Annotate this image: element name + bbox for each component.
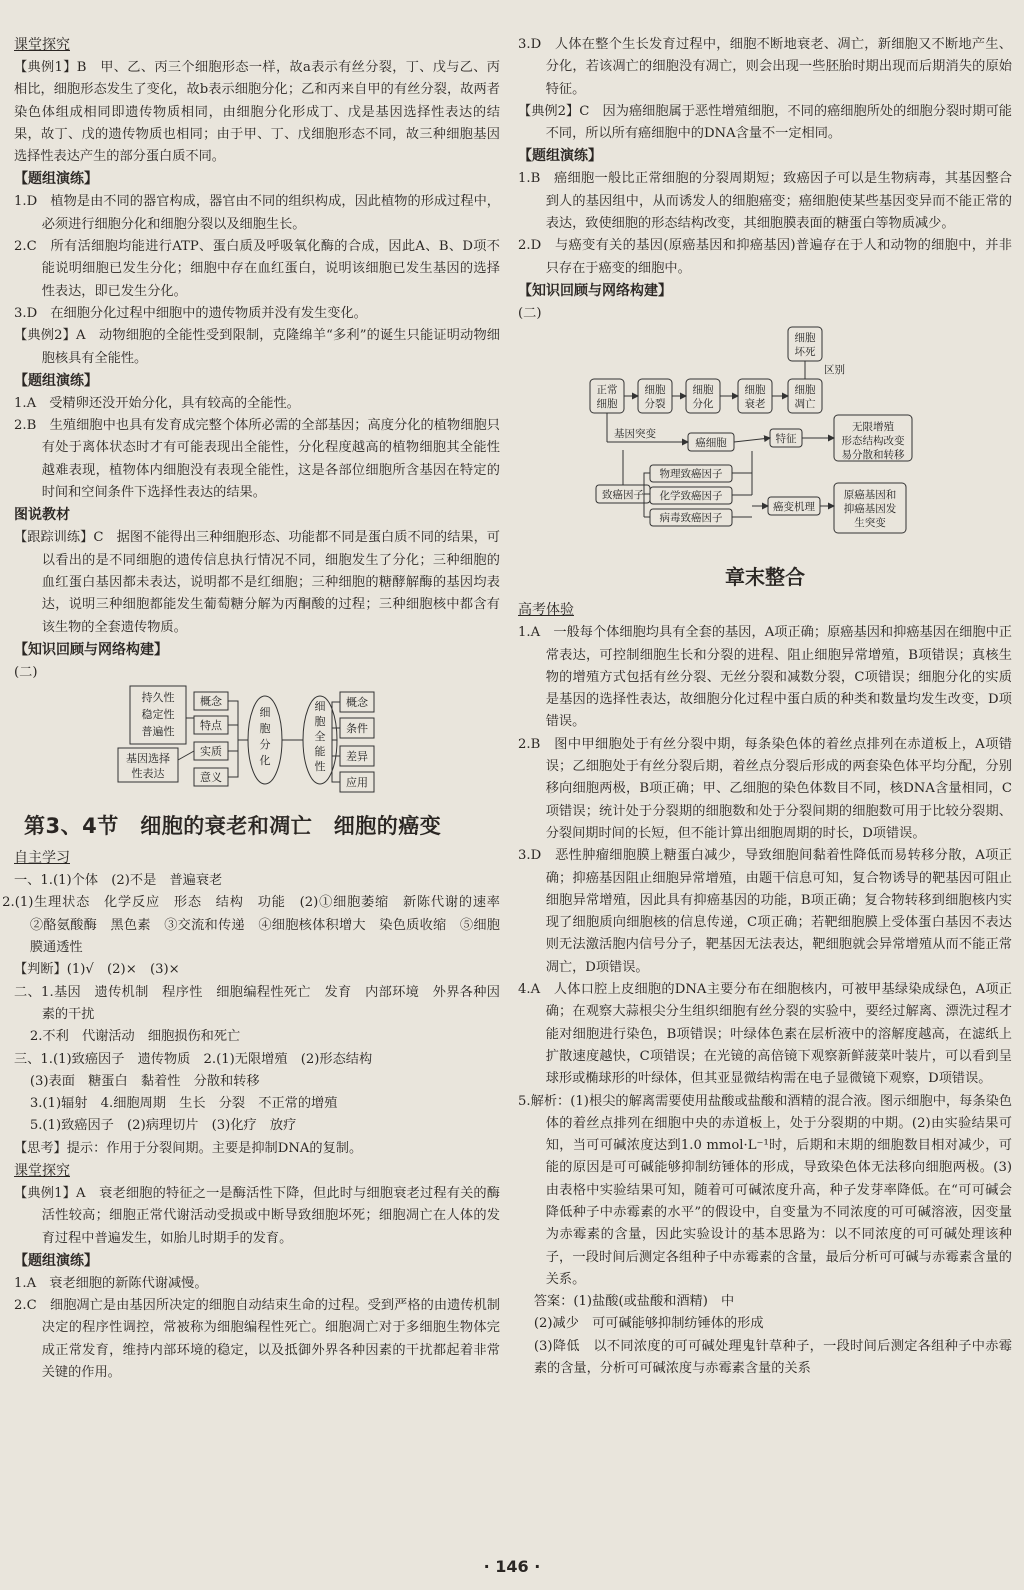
exam-item: 3.D 恶性肿瘤细胞膜上糖蛋白减少，导致细胞间黏着性降低而易转移分散，A项正确；抑癌基因阻止细胞异常增殖，由题干信息可知，复合物诱导的靶基因可阻止细胞异常增殖，因此具有抑癌基因的功能，B项正确；复合物转移到细胞核内实现了细胞质向细胞核的信息传递，C项正确；若靶细胞膜上受体蛋白基因不表达则无法激活胞内信号分子，靶基因无法表达，靶细胞就会异常增殖从而不能正常凋亡，D项错误。 — [518, 848, 1012, 975]
tracking-exercise: 【跟踪训练】C 据图不能得出三种细胞形态、功能都不同是蛋白质不同的结果，可以看出的是不同细胞的遗传信息执行情况不同，细胞发生了分化；三种细胞的血红蛋白基因都未表达，说明都不是红细胞；三种细胞的糖酵解酶的基因均表达，说明三种细胞都能发生葡萄糖分解为丙酮酸的过程；三种细胞核中都含有该生物的全套遗传物质。 — [14, 530, 500, 635]
page-number: · 146 · — [483, 1557, 541, 1576]
diagram-label: 性表达 — [131, 767, 165, 781]
left-column — [2, 34, 514, 1384]
diagram-label: 应用 — [346, 776, 368, 790]
exam-item: 5.解析：(1)根尖的解离需要使用盐酸或盐酸和酒精的混合液。图示细胞中，每条染色体的着丝点排列在细胞中央的赤道板上，处于分裂期的中期。(2)由实验结果可知，当可可碱浓度达到1.0 mmol·L⁻¹时，后期和末期的细胞数目相对减少，可能的原因是可可碱能够抑制纺锤体的形成，导致染色体无法移向细胞两极。(3)由表格中实验结果可知，随着可可碱浓度升高，种子发芽率降低。在“可可碱会降低种子中赤霉素的水平”的假设中，自变量为不同浓度的可可碱溶液，因变量为赤霉素的含量，因此实验设计的基本思路为：以不同浓度的可可碱处理该种子，一段时间后测定各组种子中赤霉素的含量，最后分析可可碱与赤霉素含量的关系。 — [518, 1093, 1012, 1287]
sub-label: (二) — [14, 664, 38, 680]
right-column — [518, 34, 1012, 1380]
diagram-label: 分裂 — [644, 398, 666, 411]
exam-item: 1.A 一般每个体细胞均具有全套的基因，A项正确；原癌基因和抑癌基因在细胞中正常表达，可控制细胞生长和分裂的进程、阻止细胞异常增殖，B项错误；真核生物的增殖方式包括有丝分裂、无丝分裂和减数分裂，C项错误；细胞分化的实质是基因的选择性表达，故细胞分化过程中蛋白质的种类和数量均发生改变，D项错误。 — [518, 625, 1012, 730]
diagram-label: 坏死 — [794, 346, 816, 359]
diagram-label: 易分散和转移 — [841, 449, 905, 462]
diagram-label: 实质 — [200, 745, 222, 759]
heading-exam-experience: 高考体验 — [518, 602, 574, 619]
answer-line: 答案：(1)盐酸(或盐酸和酒精) 中 — [533, 1294, 735, 1310]
diagram-label: 性 — [314, 760, 326, 774]
heading-exercise-group: 【题组演练】 — [518, 148, 602, 165]
diagram-label: 抑癌基因发 — [843, 503, 897, 516]
answer-item: 1.D 植物是由不同的器官构成，器官由不同的组织构成，因此植物的形成过程中，必须进行细胞分化和细胞分裂以及细胞生长。 — [14, 194, 500, 232]
diagram-label: 生突变 — [854, 517, 886, 530]
example-2: 【典例2】A 动物细胞的全能性受到限制，克隆绵羊“多利”的诞生只能证明动物细胞核具有全能性。 — [14, 328, 500, 366]
diagram-label: 化 — [259, 754, 271, 768]
heading-knowledge-review: 【知识回顾与网络构建】 — [518, 282, 672, 299]
heading-knowledge-review: 【知识回顾与网络构建】 — [14, 641, 168, 658]
diagram-label: 区别 — [824, 364, 845, 377]
exam-item: 4.A 人体口腔上皮细胞的DNA主要分布在细胞核内，可被甲基绿染成绿色，A项正确；在观察大蒜根尖分生组织细胞有丝分裂的实验中，要经过解离、漂洗过程才能对细胞进行染色，B项错误；叶绿体色素在层析液中的溶解度越高，在滤纸上扩散速度越快，C项错误；在光镜的高倍镜下观察新鲜菠菜叶装片，可以看到呈球形或椭球形的叶绿体，但其亚显微结构需在电子显微镜下观察，D项错误。 — [518, 982, 1012, 1087]
diagram-label: 分化 — [692, 398, 714, 411]
diagram-label: 癌变机理 — [773, 501, 815, 514]
diagram-label: 概念 — [200, 695, 222, 709]
diagram-label: 细胞 — [744, 384, 766, 397]
example-1: 【典例1】B 甲、乙、丙三个细胞形态一样，故a表示有丝分裂，丁、戊与乙、丙相比，细胞形态发生了变化，故b表示细胞分化；乙和丙来自甲的有丝分裂，故两者染色体组成相同即遗传物质相同，由细胞分化形成丁、戊是基因选择性表达的结果，故丁、戊的遗传物质也相同；由于甲、丁、戊细胞形态不同，故三种细胞基因选择性表达产生的部分蛋白质不同。 — [14, 60, 500, 165]
answer-item: 2.B 生殖细胞中也具有发育成完整个体所必需的全部基因；高度分化的植物细胞只有处于离体状态时才有可能表现出全能性，分化程度越高的植物细胞其全能性越难表现，植物体内细胞没有表现全能性，这是各部位细胞所含基因在特定的时间和空间条件下选择性表达的结果。 — [14, 418, 500, 501]
diagram-label: 细 — [314, 700, 326, 714]
diagram-label: 胞 — [259, 722, 271, 736]
diagram-label: 细胞 — [692, 384, 714, 397]
diagram-label: 细胞 — [596, 398, 618, 411]
diagram-label: 凋亡 — [794, 398, 816, 411]
self-study-item: 2.(1)生理状态 化学反应 形态 结构 功能 (2)①细胞萎缩 新陈代谢的速率 ②酪氨酸酶 黑色素 ③交流和传递 ④细胞核体积增大 染色质收缩 ⑤细胞膜通透性 — [2, 895, 514, 956]
answer-line: (3)降低 以不同浓度的可可碱处理鬼针草种子，一段时间后测定各组种子中赤霉素的含量，分析可可碱浓度与赤霉素含量的关系 — [533, 1338, 1012, 1377]
self-study-item: (3)表面 糖蛋白 黏着性 分散和转移 — [29, 1073, 260, 1089]
answer-item: 1.A 受精卵还没开始分化，具有较高的全能性。 — [14, 395, 300, 411]
heading-self-study: 自主学习 — [14, 850, 70, 867]
diagram-label: 致癌因子 — [602, 489, 644, 502]
diagram-label: 条件 — [346, 722, 368, 736]
diagram-label: 衰老 — [744, 398, 766, 411]
chapter-title: 章末整合 — [725, 565, 805, 590]
diagram-label: 正常 — [596, 384, 618, 397]
heading-classroom-inquiry: 课堂探究 — [14, 37, 70, 53]
diagram-label: 细胞 — [794, 332, 816, 345]
diagram-label: 细 — [259, 706, 271, 720]
diagram-label: 形态结构改变 — [841, 435, 905, 448]
diagram-label: 特点 — [200, 719, 222, 733]
answer-item: 3.D 在细胞分化过程中细胞中的遗传物质并没有发生变化。 — [14, 305, 367, 321]
diagram-label: 差异 — [346, 750, 368, 764]
section-title: 第3、4节 细胞的衰老和凋亡 细胞的癌变 — [24, 814, 442, 839]
diagram-label: 特征 — [775, 433, 797, 446]
diagram-label: 基因突变 — [614, 428, 656, 441]
self-study-item: 5.(1)致癌因子 (2)病理切片 (3)化疗 放疗 — [29, 1118, 297, 1134]
diagram-label: 胞 — [314, 715, 326, 729]
example-1: 【典例1】A 衰老细胞的特征之一是酶活性下降，但此时与细胞衰老过程有关的酶活性较高；细胞正常代谢活动受损或中断导致细胞坏死；细胞凋亡在人体的发育过程中普遍发生，如胎儿时期手的发育。 — [14, 1185, 500, 1246]
diagram-label: 细胞 — [794, 384, 816, 397]
diagram-label: 化学致癌因子 — [659, 490, 723, 503]
diagram-label: 能 — [314, 745, 326, 759]
example-2: 【典例2】C 因为癌细胞属于恶性增殖细胞，不同的癌细胞所处的细胞分裂时期可能不同，所以所有癌细胞中的DNA含量不一定相同。 — [518, 103, 1012, 142]
answer-item: 2.D 与癌变有关的基因(原癌基因和抑癌基因)普遍存在于人和动物的细胞中，并非只存在于癌变的细胞中。 — [518, 238, 1012, 276]
judgement: 【判断】(1)√ (2)× (3)× — [14, 962, 180, 978]
diagram-label: 分 — [259, 738, 271, 752]
cell-cancer-diagram — [518, 325, 1012, 551]
self-study-item: 2.不利 代谢活动 细胞损伤和死亡 — [29, 1029, 241, 1045]
diagram-label: 原癌基因和 — [843, 489, 897, 502]
self-study-item: 一、1.(1)个体 (2)不是 普遍衰老 — [14, 873, 223, 889]
sub-label: (二) — [518, 305, 542, 321]
diagram-label: 稳定性 — [141, 708, 175, 722]
exam-item: 2.B 图中甲细胞处于有丝分裂中期，每条染色体的着丝点排列在赤道板上，A项错误；乙细胞处于有丝分裂后期，着丝点分裂后形成的两套染色体平均分配，分别移向细胞两极，B项正确；甲、乙细胞的染色体数目不同，核DNA含量相同，C项错误；统计处于分裂期的细胞数和处于分裂间期的细胞数可用于比较分裂期、分裂间期时间的长短，但不能计算出细胞周期的时长，D项错误。 — [518, 736, 1012, 841]
diagram-label: 癌细胞 — [695, 437, 727, 450]
heading-exercise-group: 【题组演练】 — [14, 372, 98, 389]
answer-item: 3.D 人体在整个生长发育过程中，细胞不断地衰老、凋亡，新细胞又不断地产生、分化，若该凋亡的细胞没有凋亡，则会出现一些胚胎时期出现而后期消失的原始特征。 — [518, 37, 1012, 97]
diagram-label: 无限增殖 — [852, 421, 894, 434]
diagram-label: 意义 — [200, 771, 222, 785]
answer-item: 1.A 衰老细胞的新陈代谢减慢。 — [14, 1275, 208, 1291]
self-study-item: 3.(1)辐射 4.细胞周期 生长 分裂 不正常的增殖 — [29, 1096, 338, 1112]
heading-classroom-inquiry: 课堂探究 — [14, 1162, 70, 1179]
answer-item: 2.C 细胞凋亡是由基因所决定的细胞自动结束生命的过程。受到严格的由遗传机制决定的程序性调控，常被称为细胞编程性死亡。细胞凋亡对于多细胞生物体完成正常发育，维持内部环境的稳定，以及抵御外界各种因素的干扰都起着非常关键的作用。 — [14, 1298, 500, 1381]
answer-item: 2.C 所有活细胞均能进行ATP、蛋白质及呼吸氧化酶的合成，因此A、B、D项不能说明细胞已发生分化；细胞中存在血红蛋白，说明该细胞已发生基因的选择性表达，即已发生分化。 — [14, 239, 500, 299]
cell-differentiation-diagram — [14, 684, 500, 796]
self-study-item: 三、1.(1)致癌因子 遗传物质 2.(1)无限增殖 (2)形态结构 — [14, 1051, 373, 1067]
heading-textbook-figure: 图说教材 — [14, 507, 70, 524]
diagram-label: 基因选择 — [126, 752, 170, 766]
diagram-label: 概念 — [346, 696, 368, 710]
self-study-item: 二、1.基因 遗传机制 程序性 细胞编程性死亡 发育 内部环境 外界各种因素的干扰 — [14, 984, 500, 1022]
answer-item: 1.B 癌细胞一般比正常细胞的分裂周期短；致癌因子可以是生物病毒，其基因整合到人的基因组中，从而诱发人的细胞癌变；癌细胞使某些基因变异而不能正常的表达，致使细胞的形态结构改变，其细胞膜表面的糖蛋白等物质减少。 — [518, 171, 1012, 232]
diagram-label: 细胞 — [644, 384, 666, 397]
diagram-label: 普遍性 — [141, 725, 175, 739]
heading-exercise-group: 【题组演练】 — [14, 171, 98, 188]
thinking-hint: 【思考】提示：作用于分裂间期。主要是抑制DNA的复制。 — [14, 1140, 363, 1156]
diagram-label: 物理致癌因子 — [659, 468, 723, 481]
diagram-label: 病毒致癌因子 — [659, 512, 723, 525]
answer-line: (2)减少 可可碱能够抑制纺锤体的形成 — [533, 1316, 764, 1332]
heading-exercise-group: 【题组演练】 — [14, 1252, 98, 1269]
diagram-label: 全 — [314, 730, 326, 744]
diagram-label: 持久性 — [141, 691, 175, 705]
